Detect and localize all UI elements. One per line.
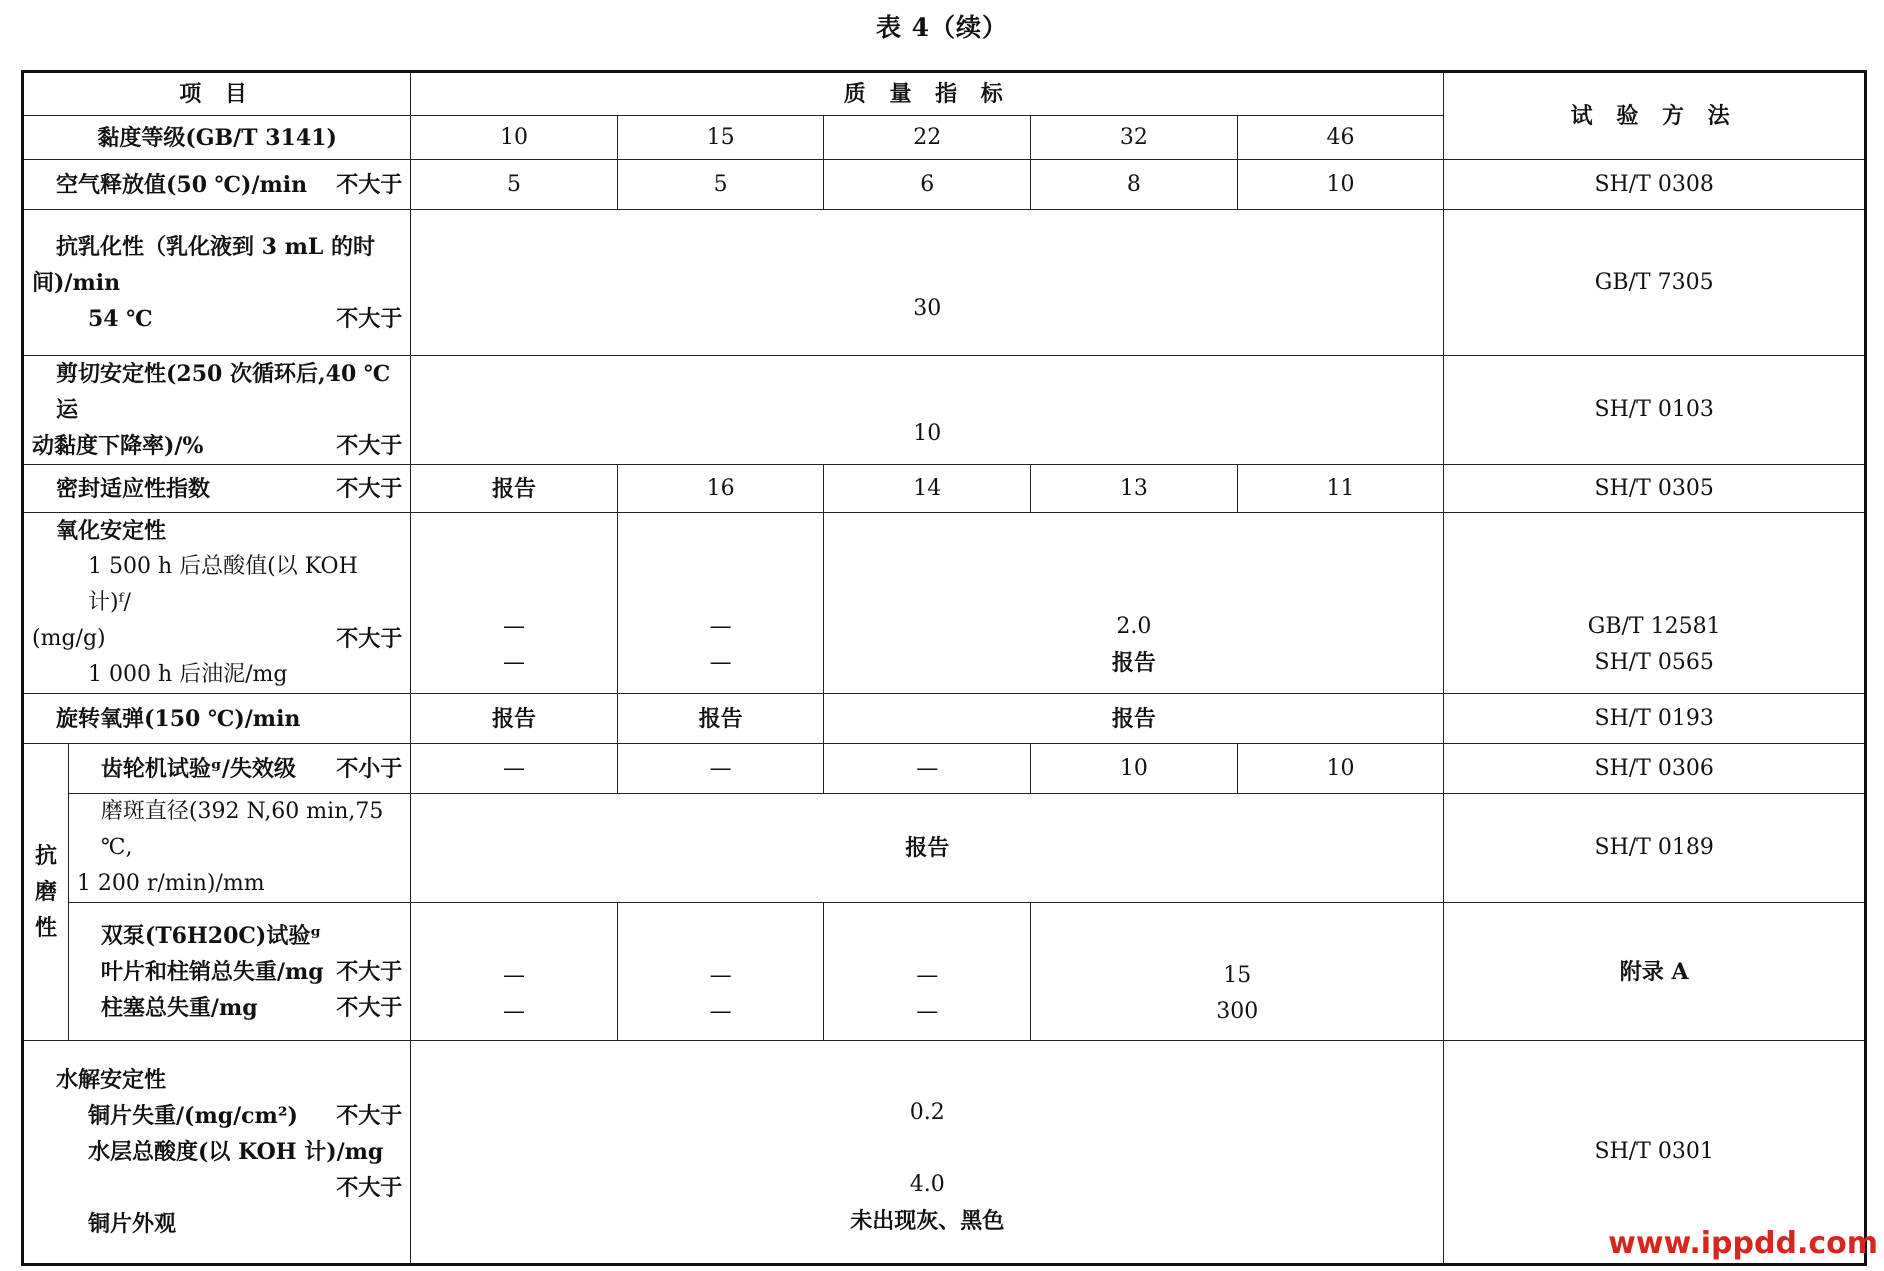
requirement: 不大于 [336, 626, 403, 652]
header-item: 项 目 [23, 72, 411, 116]
value-line: — [503, 963, 526, 988]
row-demulsibility [23, 210, 1866, 356]
value-cell: 5 [411, 160, 618, 210]
item-cell [68, 903, 410, 1041]
value-line: 未出现灰、黑色 [850, 1208, 1005, 1234]
item-label: 磨斑直径(392 N,60 min,75 ℃, [100, 799, 384, 860]
value-cell: — [824, 744, 1031, 794]
group-char: 抗 [34, 843, 57, 869]
method-cell: SH/T 0305 [1444, 465, 1866, 513]
value-line: 15 [1223, 963, 1252, 988]
item-label: 旋转氧弹(150 ℃)/min [56, 705, 301, 732]
method-cell: SH/T 0189 [1444, 794, 1866, 903]
value-cell: 10 [1237, 160, 1444, 210]
row-wear-scar [23, 794, 1866, 903]
value-line: — [503, 999, 526, 1024]
value-cell [824, 903, 1031, 1041]
item-label: 氧化安定性 [56, 518, 167, 544]
value-cell: 6 [824, 160, 1031, 210]
value-cell [824, 513, 1444, 694]
value-cell: — [617, 744, 824, 794]
value-cell: 10 [1031, 744, 1238, 794]
value-cell: 报告 [411, 794, 1444, 903]
item-label: 剪切安定性(250 次循环后,40 ℃运 [56, 361, 391, 423]
grade-cell: 32 [1031, 116, 1238, 160]
method-cell: GB/T 7305 [1444, 210, 1866, 356]
requirement: 不大于 [336, 1103, 403, 1129]
value-line: 0.2 [909, 1100, 945, 1125]
item-sublabel: 铜片失重/(mg/cm²) [88, 1103, 298, 1129]
value-cell: 10 [411, 356, 1444, 465]
value-spacer [419, 1131, 1435, 1167]
item-sublabel: 柱塞总失重/mg [100, 994, 258, 1021]
method-line: GB/T 12581 [1587, 614, 1721, 639]
value-cell: 11 [1237, 465, 1444, 513]
item-label: 密封适应性指数 [56, 475, 211, 502]
value-cell: 16 [617, 465, 824, 513]
item-cell [68, 794, 410, 903]
grade-cell: 46 [1237, 116, 1444, 160]
item-cell [23, 465, 411, 513]
group-char: 磨 [34, 879, 57, 905]
header-row-1 [23, 72, 1866, 116]
row-hydrolytic-stability [23, 1041, 1866, 1265]
method-cell: SH/T 0103 [1444, 356, 1866, 465]
value-line: 300 [1216, 999, 1259, 1024]
header-quality: 质 量 指 标 [411, 72, 1444, 116]
item-sublabel: 铜片外观 [88, 1211, 177, 1237]
method-cell [1444, 513, 1866, 694]
value-cell: 报告 [824, 694, 1444, 744]
value-cell: 14 [824, 465, 1031, 513]
value-cell: 5 [617, 160, 824, 210]
method-cell: SH/T 0193 [1444, 694, 1866, 744]
value-line: — [709, 963, 732, 988]
row-air-release [23, 160, 1866, 210]
value-cell: 10 [1237, 744, 1444, 794]
antiwear-group-label [23, 744, 69, 1041]
item-cell [23, 210, 411, 356]
value-cell: 报告 [617, 694, 824, 744]
value-cell: 13 [1031, 465, 1238, 513]
header-method: 试 验 方 法 [1444, 72, 1866, 160]
group-char: 性 [34, 915, 57, 941]
item-sublabel: 水层总酸度(以 KOH 计)/mg [88, 1139, 384, 1165]
value-line: — [709, 999, 732, 1024]
requirement: 不大于 [336, 1175, 403, 1201]
item-sublabel: 1 000 h 后油泥/mg [88, 662, 288, 687]
value-cell: 30 [411, 210, 1444, 356]
spec-table [21, 70, 1867, 1266]
item-sublabel: 1 500 h 后总酸值(以 KOH 计)ᶠ/ [88, 554, 358, 615]
method-cell: SH/T 0308 [1444, 160, 1866, 210]
viscosity-grade-label: 黏度等级(GB/T 3141) [23, 116, 411, 160]
row-double-pump [23, 903, 1866, 1041]
item-label: 水解安定性 [56, 1067, 167, 1093]
value-line: 报告 [1111, 650, 1156, 676]
item-cell [23, 160, 411, 210]
item-cell [23, 513, 411, 694]
item-label: 双泵(T6H20C)试验ᵍ [100, 922, 322, 949]
item-cell [68, 744, 410, 794]
value-cell [1031, 903, 1444, 1041]
row-seal-compatibility [23, 465, 1866, 513]
item-cell [23, 356, 411, 465]
requirement: 不大于 [336, 475, 403, 502]
value-cell: 8 [1031, 160, 1238, 210]
method-cell: 附录 A [1444, 903, 1866, 1041]
value-cell: 报告 [411, 465, 618, 513]
grade-cell: 10 [411, 116, 618, 160]
requirement: 不大于 [336, 958, 403, 985]
value-line: — [709, 650, 732, 675]
requirement: 不大于 [336, 305, 403, 332]
item-cell [23, 694, 411, 744]
row-gear-test [23, 744, 1866, 794]
value-cell: — [411, 744, 618, 794]
value-line: — [916, 999, 939, 1024]
item-label: 1 200 r/min)/mm [76, 871, 265, 896]
value-cell [411, 513, 618, 694]
value-line: 2.0 [1116, 614, 1152, 639]
row-oxidation-stability [23, 513, 1866, 694]
item-label: 齿轮机试验ᵍ/失效级 [100, 755, 296, 782]
item-label: 抗乳化性（乳化液到 3 mL 的时 [56, 233, 376, 260]
value-line: — [503, 614, 526, 639]
value-cell: 报告 [411, 694, 618, 744]
grade-cell: 22 [824, 116, 1031, 160]
requirement: 不大于 [336, 433, 403, 459]
method-line: SH/T 0565 [1594, 650, 1714, 675]
value-cell [617, 903, 824, 1041]
table-caption: 表 4（续） [875, 13, 1009, 42]
method-cell: SH/T 0306 [1444, 744, 1866, 794]
row-shear-stability [23, 356, 1866, 465]
requirement: 不大于 [336, 994, 403, 1021]
value-line: — [709, 614, 732, 639]
method-cell: SH/T 0301 [1444, 1041, 1866, 1265]
item-sublabel: 叶片和柱销总失重/mg [100, 958, 324, 985]
item-sublabel: (mg/g) [32, 626, 106, 651]
item-label: 空气释放值(50 ℃)/min [56, 171, 308, 198]
value-line: — [916, 963, 939, 988]
item-cell [23, 1041, 411, 1265]
item-label: 动黏度下降率)/% [32, 433, 204, 459]
value-cell [411, 903, 618, 1041]
row-rotating-bomb [23, 694, 1866, 744]
item-label: 间)/min [32, 269, 121, 296]
requirement: 不大于 [336, 171, 403, 198]
value-cell [411, 1041, 1444, 1265]
watermark-text: www.ippdd.com [1608, 1226, 1878, 1261]
value-line: — [503, 650, 526, 675]
grade-cell: 15 [617, 116, 824, 160]
item-sublabel: 54 ℃ [88, 305, 153, 332]
requirement: 不小于 [336, 755, 403, 782]
value-cell [617, 513, 824, 694]
value-line: 4.0 [909, 1172, 945, 1197]
